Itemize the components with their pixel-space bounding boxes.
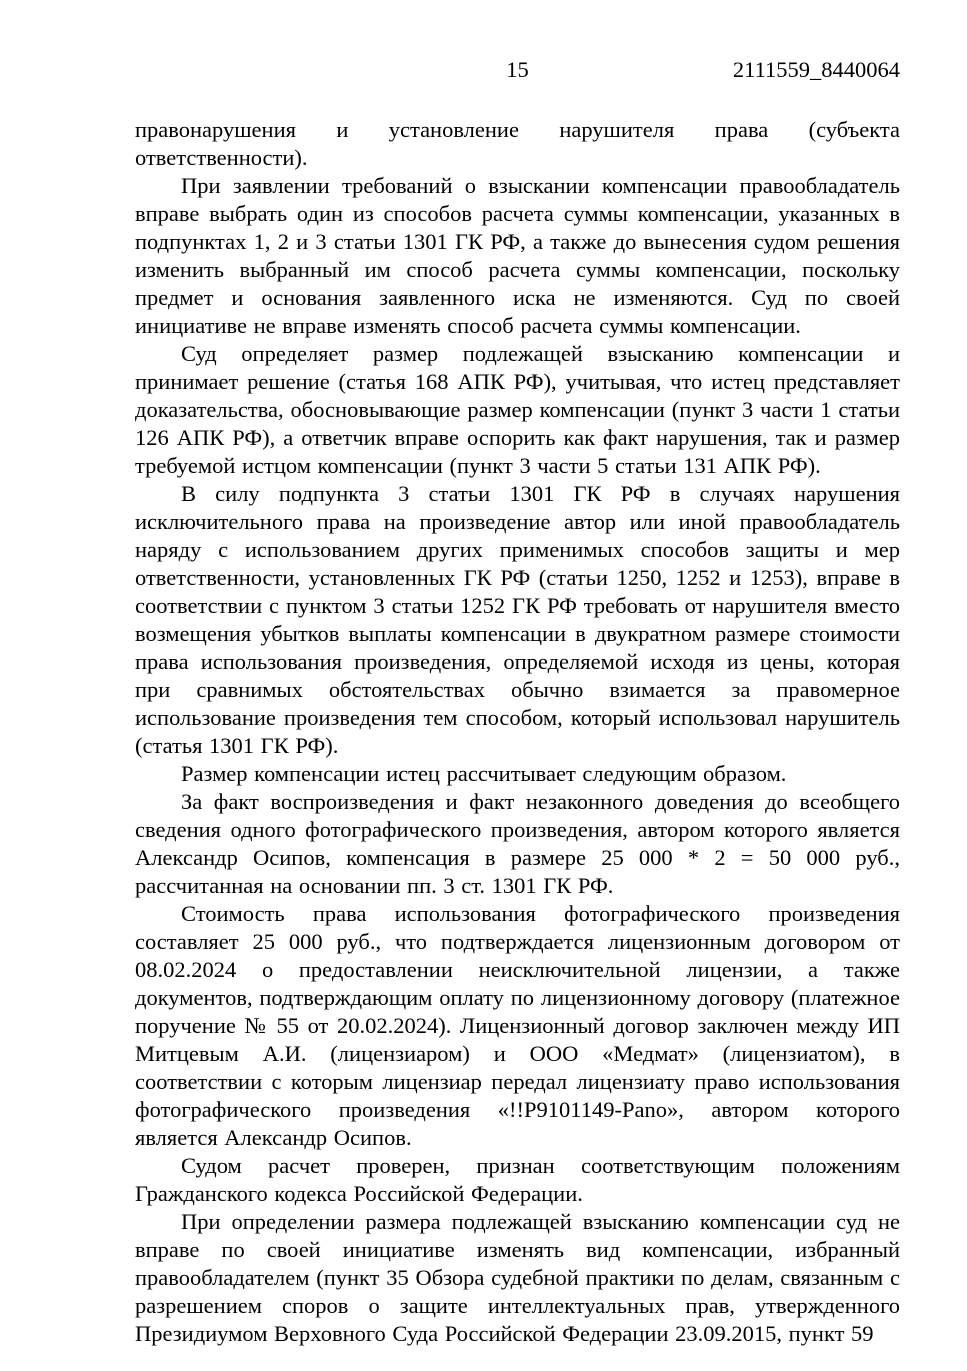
page-number: 15 xyxy=(506,57,529,82)
page-header xyxy=(135,56,900,84)
paragraph-court-verified: Судом расчет проверен, признан соответствующим положениям Гражданского кодекса Российской Федерации. xyxy=(135,1153,900,1206)
paragraph-court-determines: Суд определяет размер подлежащей взысканию компенсации и принимает решение (статья 168 АПК РФ), учитывая, что истец представляет доказательства, обосновывающие размер компенсации (пункт 3 части 1 статьи 126 АПК РФ), а ответчик вправе оспорить как факт нарушения, так и размер требуемой истцом компенсации (пункт 3 части 5 статьи 131 АПК РФ). xyxy=(135,341,900,478)
paragraph-compensation-amount: За факт воспроизведения и факт незаконного доведения до всеобщего сведения одного фотографического произведения, автором которого является Александр Осипов, компенсация в размере 25 000 * 2 = 50 000 руб., рассчитанная на основании пп. 3 ст. 1301 ГК РФ. xyxy=(135,789,900,898)
paragraph-claim-methods: При заявлении требований о взыскании компенсации правообладатель вправе выбрать один из способов расчета суммы компенсации, указанных в подпунктах 1, 2 и 3 статьи 1301 ГК РФ, а также до вынесения судом решения изменить выбранный им способ расчета суммы компенсации, поскольку предмет и основания заявленного иска не изменяются. Суд по своей инициативе не вправе изменять способ расчета суммы компенсации. xyxy=(135,173,900,338)
paragraph-license-cost: Стоимость права использования фотографического произведения составляет 25 000 руб., что подтверждается лицензионным договором от 08.02.2024 о предоставлении неисключительной лицензии, а также документов, подтверждающим оплату по лицензионному договору (платежное поручение № 55 от 20.02.2024). Лицензионный договор заключен между ИП Митцевым А.И. (лицензиаром) и ООО «Медмат» (лицензиатом), в соответствии с которым лицензиар передал лицензиату право использования фотографического произведения «!!P9101149-Pano», автором которого является Александр Осипов. xyxy=(135,901,900,1150)
paragraph-continuation: правонарушения и установление нарушителя права (субъекта ответственности). xyxy=(135,117,900,170)
document-body xyxy=(135,116,900,1348)
paragraph-article-1301: В силу подпункта 3 статьи 1301 ГК РФ в случаях нарушения исключительного права на произведение автор или иной правообладатель наряду с использованием других применимых способов защиты и мер ответственности, установленных ГК РФ (статьи 1250, 1252 и 1253), вправе в соответствии с пунктом 3 статьи 1252 ГК РФ требовать от нарушителя вместо возмещения убытков выплаты компенсации в двукратном размере стоимости права использования произведения, определяемой исходя из цены, которая при сравнимых обстоятельствах обычно взимается за правомерное использование произведения тем способом, который использовал нарушитель (статья 1301 ГК РФ). xyxy=(135,481,900,758)
paragraph-court-not-entitled: При определении размера подлежащей взысканию компенсации суд не вправе по своей инициативе изменять вид компенсации, избранный правообладателем (пункт 35 Обзора судебной практики по делам, связанным с разрешением споров о защите интеллектуальных прав, утвержденного Президиумом Верховного Суда Российской Федерации 23.09.2015, пункт 59 xyxy=(135,1209,900,1346)
paragraph-calculation-intro: Размер компенсации истец рассчитывает следующим образом. xyxy=(181,761,787,786)
document-id: 2111559_8440064 xyxy=(732,57,900,82)
